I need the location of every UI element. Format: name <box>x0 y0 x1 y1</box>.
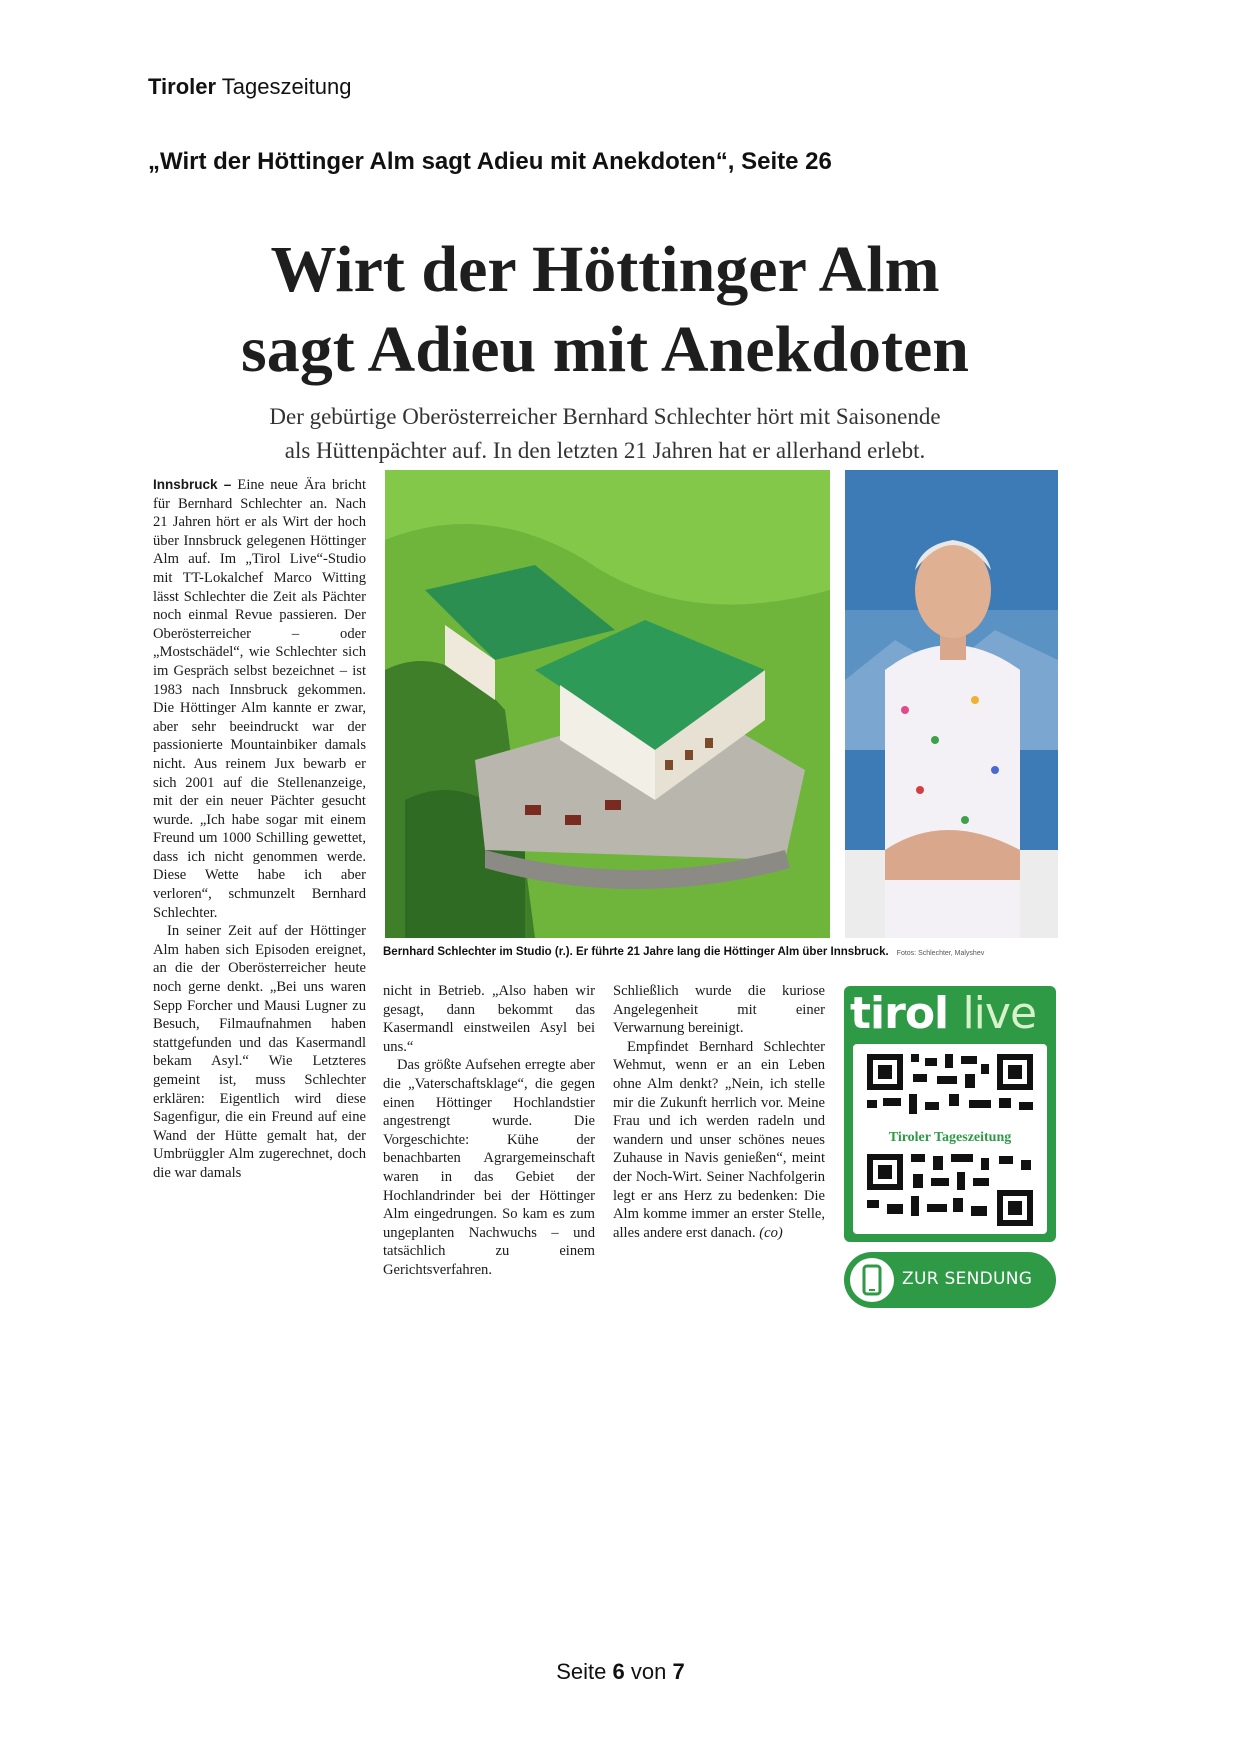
newspaper-clipping <box>150 230 1060 1305</box>
logo-word-live: live <box>962 988 1037 1039</box>
column-1-paragraph-2: In seiner Zeit auf der Höttinger Alm haben sich Episoden ereignet, an die der Oberösterreicher heute noch gerne denkt. „Bei uns waren Sepp Forcher und Mausi Lugner zu Besuch, Filmaufnahmen haben stattgefunden und das Kasermandl bekam Asyl.“ Wie Letzteres gemeint ist, muss Schlechter erklären: Eigentlich wird diese Sagenfigur, die ein Freund auf eine Wand der Hütte gemalt hat, der Umbrüggler Alm zugerechnet, doch die war damals <box>153 923 366 1181</box>
tirol-live-promo <box>844 986 1056 1242</box>
article-column-2 <box>383 982 595 1280</box>
subheadline-line-2: als Hüttenpächter auf. In den letzten 21 Jahren hat er allerhand erlebt. <box>284 438 926 463</box>
button-label: ZUR SENDUNG <box>902 1269 1033 1289</box>
smartphone-icon <box>850 1258 894 1302</box>
total-pages: 7 <box>672 1659 685 1684</box>
qr-brand-label: Tiroler Tageszeitung <box>853 1130 1047 1146</box>
paragraph-text: Eine neue Ära bricht für Bernhard Schlechter an. Nach 21 Jahren hört er als Wirt der hoch über Innsbruck gelegenen Höttinger Alm auf. Im „Tirol Live“-Studio mit TT-Lokalchef Marco Witting lässt Schlechter die Zeit als Pächter noch einmal Revue passieren. Der Oberösterreicher – oder „Mostschädel“, wie Schlechter sich im Gespräch selbst bezeichnet – ist 1983 nach Innsbruck gekommen. Die Höttinger Alm kannte er zwar, aber sehr beeindruckt war der passionierte Mountainbiker damals nicht. Aus reinem Jux bewarb er sich 2001 auf die Stellenanzeige, mit der ein neuer Pächter gesucht wurde. „Ich habe sogar mit einem Freund um 1000 Schilling gewettet, dass ich nicht genommen werde. Diese Wette habe ich aber verloren“, schmunzelt Bernhard Schlechter. <box>153 477 367 921</box>
publication-bold: Tiroler <box>148 74 217 99</box>
page-of: von <box>630 1659 667 1684</box>
photo-credit: Fotos: Schlechter, Malyshev <box>896 950 985 957</box>
publication-name <box>148 74 351 100</box>
page-prefix: Seite <box>556 1659 607 1684</box>
author-initials: (co) <box>759 1224 783 1241</box>
document-title: „Wirt der Höttinger Alm sagt Adieu mit Anekdoten“, Seite 26 <box>148 148 832 175</box>
headline-line-1: Wirt der Höttinger Alm <box>270 233 940 306</box>
logo-word-tirol: tirol <box>850 988 949 1039</box>
publication-rest: Tageszeitung <box>221 74 352 99</box>
subheadline-line-1: Der gebürtige Oberösterreicher Bernhard Schlechter hört mit Saisonende <box>269 404 941 429</box>
tirol-live-logo <box>850 988 1036 1039</box>
column-2-paragraph-2: Das größte Aufsehen erregte aber die „Vaterschaftsklage“, die gegen einen Höttinger Hochlandstier angestrengt wurde. Die Vorgeschichte: Kühe der benachbarten Agrargemeinschaft waren in das Gebiet der Hochlandrinder bei der Höttinger Alm eingedrungen. So kam es zum ungeplanten Nachwuchs – und tatsächlich zu einem Gerichtsverfahren. <box>383 1057 595 1278</box>
column-3-paragraph-1: Schließlich wurde die kuriose Angelegenheit mit einer Verwarnung bereinigt. <box>613 983 825 1037</box>
photo-caption <box>383 946 1058 958</box>
paragraph-text: Empfindet Bernhard Schlechter Wehmut, wenn er an ein Leben ohne Alm denkt? „Nein, ich stelle mir die Zukunft herrlich vor. Meine Frau und ich werden radeln und wandern und unser schönes neues Zuhause in Navis genießen“, meint der Noch-Wirt. Seiner Nachfolgerin legt er ans Herz zu bedenken: Die Alm komme immer an erster Stelle, alles andere erst danach. <box>613 1038 825 1241</box>
page-number <box>0 1659 1241 1685</box>
current-page: 6 <box>612 1659 625 1684</box>
column-3-paragraph-2 <box>613 1038 825 1243</box>
alm-aerial-photo <box>385 470 830 938</box>
caption-text: Bernhard Schlechter im Studio (r.). Er führte 21 Jahre lang die Höttinger Alm über Innsbruck. <box>383 946 889 958</box>
column-1-paragraph-1 <box>153 476 366 922</box>
article-subheadline <box>150 400 1060 468</box>
dateline: Innsbruck – <box>153 477 232 492</box>
column-2-paragraph-1: nicht in Betrieb. „Also haben wir gesagt, dann bekommt das Kasermandl einstweilen Asyl bei uns.“ <box>383 983 595 1055</box>
zur-sendung-button[interactable] <box>844 1252 1056 1308</box>
article-column-1 <box>153 476 366 1183</box>
article-headline <box>150 230 1060 390</box>
qr-code[interactable] <box>853 1044 1047 1234</box>
article-column-3 <box>613 982 825 1242</box>
headline-line-2: sagt Adieu mit Anekdoten <box>241 313 969 386</box>
portrait-photo <box>845 470 1058 938</box>
